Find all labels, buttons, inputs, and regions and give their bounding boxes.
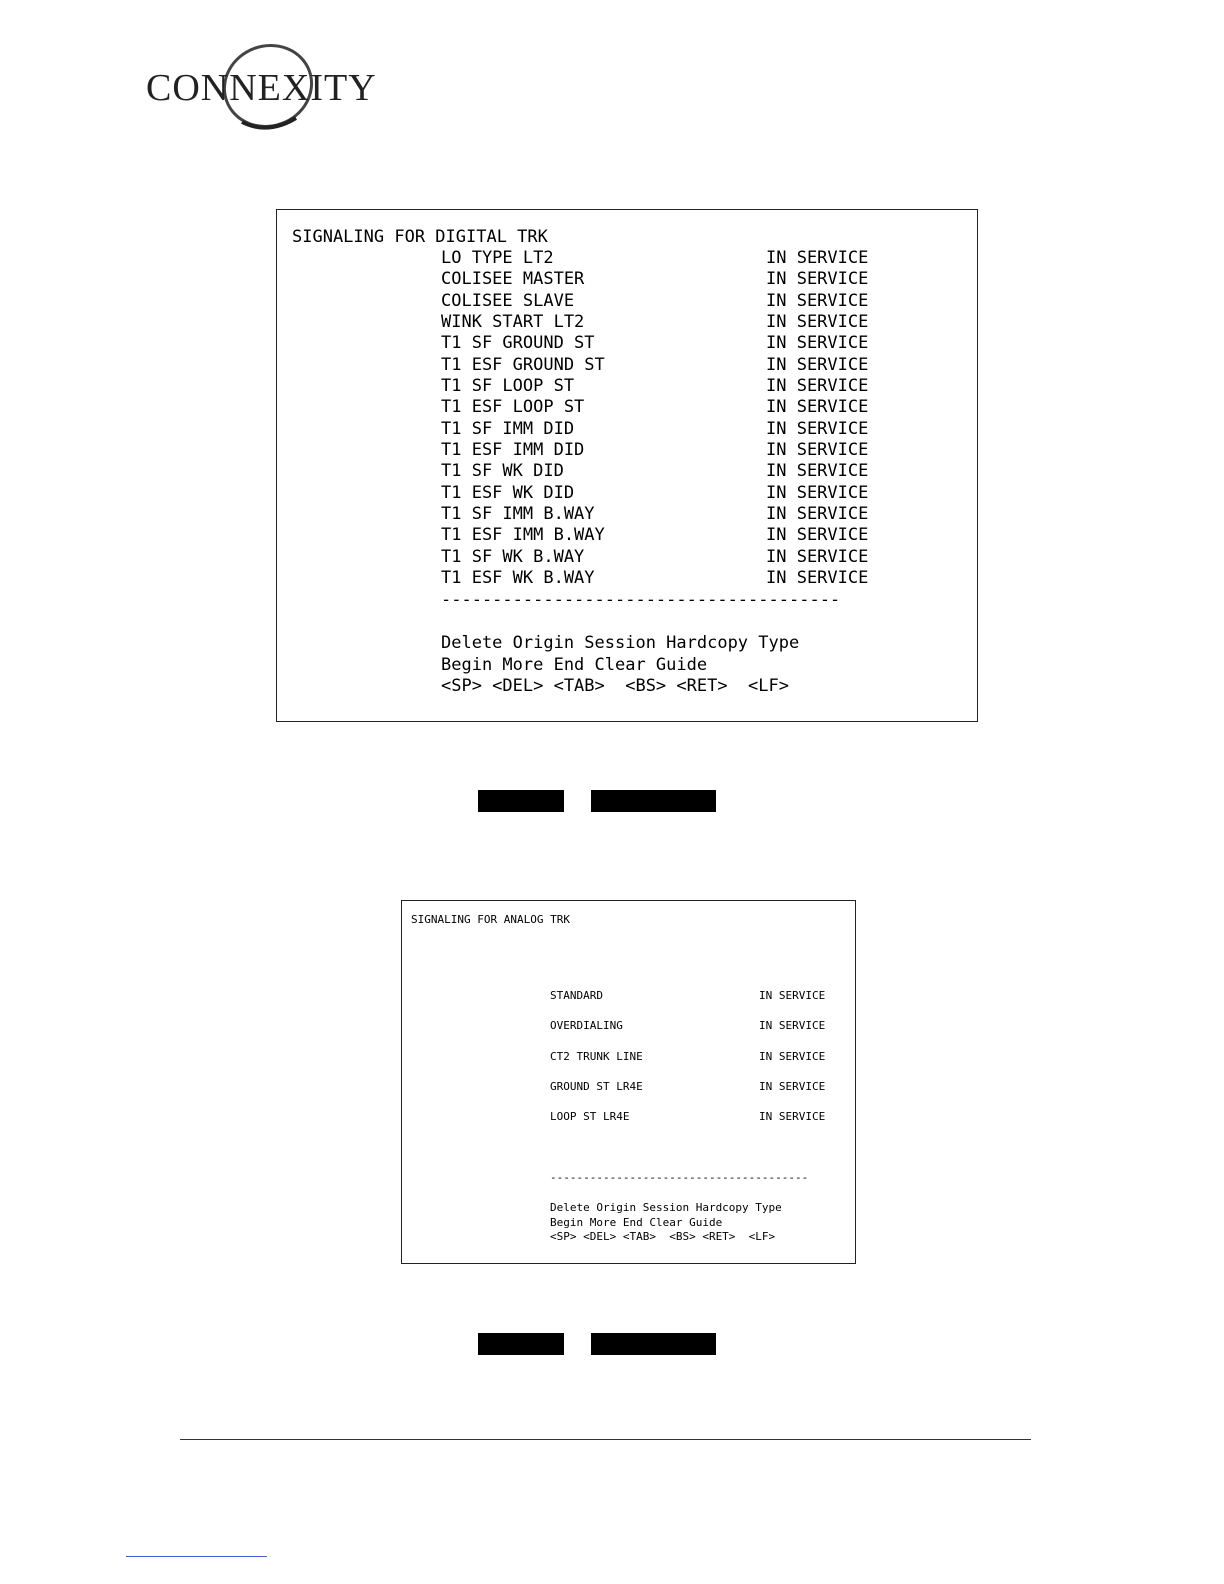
status-text: IN SERVICE	[766, 504, 869, 524]
digital-trunk-signaling-screen	[276, 209, 978, 722]
status-text: IN SERVICE	[759, 1080, 826, 1093]
signaling-type-row: GROUND ST LR4E	[550, 1080, 643, 1093]
signaling-type-row: T1 ESF WK DID	[441, 483, 575, 503]
status-text: IN SERVICE	[759, 1019, 826, 1032]
connexity-logo	[146, 40, 377, 135]
status-text: IN SERVICE	[766, 440, 869, 460]
redaction-bar	[591, 790, 716, 812]
key-legend-line: <SP> <DEL> <TAB> <BS> <RET> <LF>	[441, 676, 789, 696]
signaling-type-row: COLISEE SLAVE	[441, 291, 575, 311]
status-text: IN SERVICE	[759, 1050, 826, 1063]
key-legend-line: <SP> <DEL> <TAB> <BS> <RET> <LF>	[550, 1230, 776, 1243]
signaling-type-row: OVERDIALING	[550, 1019, 623, 1032]
status-text: IN SERVICE	[759, 1110, 826, 1123]
status-text: IN SERVICE	[766, 397, 869, 417]
command-menu-line: Begin More End Clear Guide	[441, 655, 708, 675]
signaling-type-row: T1 ESF LOOP ST	[441, 397, 585, 417]
signaling-type-row: LO TYPE LT2	[441, 248, 554, 268]
separator-line: ---------------------------------------	[550, 1171, 809, 1184]
signaling-type-row: T1 ESF WK B.WAY	[441, 568, 595, 588]
analog-trunk-signaling-screen	[401, 900, 856, 1264]
screen-title: SIGNALING FOR DIGITAL TRK	[292, 227, 548, 247]
redaction-bar	[478, 1333, 564, 1355]
status-text: IN SERVICE	[766, 269, 869, 289]
status-text: IN SERVICE	[766, 312, 869, 332]
command-menu-line: Delete Origin Session Hardcopy Type	[550, 1201, 782, 1214]
logo-wordmark: CONNEXITY	[146, 67, 377, 109]
signaling-type-row: LOOP ST LR4E	[550, 1110, 630, 1123]
status-text: IN SERVICE	[766, 547, 869, 567]
footer-divider	[180, 1439, 1031, 1440]
signaling-type-row: T1 SF WK B.WAY	[441, 547, 585, 567]
status-text: IN SERVICE	[766, 355, 869, 375]
screen-title: SIGNALING FOR ANALOG TRK	[411, 913, 570, 926]
signaling-type-row: T1 SF WK DID	[441, 461, 564, 481]
signaling-type-row: T1 SF IMM B.WAY	[441, 504, 595, 524]
status-text: IN SERVICE	[766, 525, 869, 545]
status-text: IN SERVICE	[766, 461, 869, 481]
signaling-type-row: WINK START LT2	[441, 312, 585, 332]
signaling-type-row: T1 ESF IMM DID	[441, 440, 585, 460]
signaling-type-row: CT2 TRUNK LINE	[550, 1050, 643, 1063]
status-text: IN SERVICE	[766, 568, 869, 588]
command-menu-line: Begin More End Clear Guide	[550, 1216, 723, 1229]
status-text: IN SERVICE	[766, 419, 869, 439]
signaling-type-row: COLISEE MASTER	[441, 269, 585, 289]
signaling-type-row: T1 SF GROUND ST	[441, 333, 595, 353]
signaling-type-row: T1 ESF GROUND ST	[441, 355, 605, 375]
status-text: IN SERVICE	[766, 483, 869, 503]
signaling-type-row: T1 ESF IMM B.WAY	[441, 525, 605, 545]
redaction-bar	[591, 1333, 716, 1355]
status-text: IN SERVICE	[766, 333, 869, 353]
command-menu-line: Delete Origin Session Hardcopy Type	[441, 633, 800, 653]
redaction-bar	[478, 790, 564, 812]
footer-link-underline[interactable]	[126, 1556, 267, 1557]
separator-line: ---------------------------------------	[441, 590, 841, 610]
status-text: IN SERVICE	[766, 376, 869, 396]
signaling-type-row: T1 SF LOOP ST	[441, 376, 575, 396]
status-text: IN SERVICE	[766, 248, 869, 268]
status-text: IN SERVICE	[766, 291, 869, 311]
status-text: IN SERVICE	[759, 989, 826, 1002]
signaling-type-row: STANDARD	[550, 989, 603, 1002]
signaling-type-row: T1 SF IMM DID	[441, 419, 575, 439]
